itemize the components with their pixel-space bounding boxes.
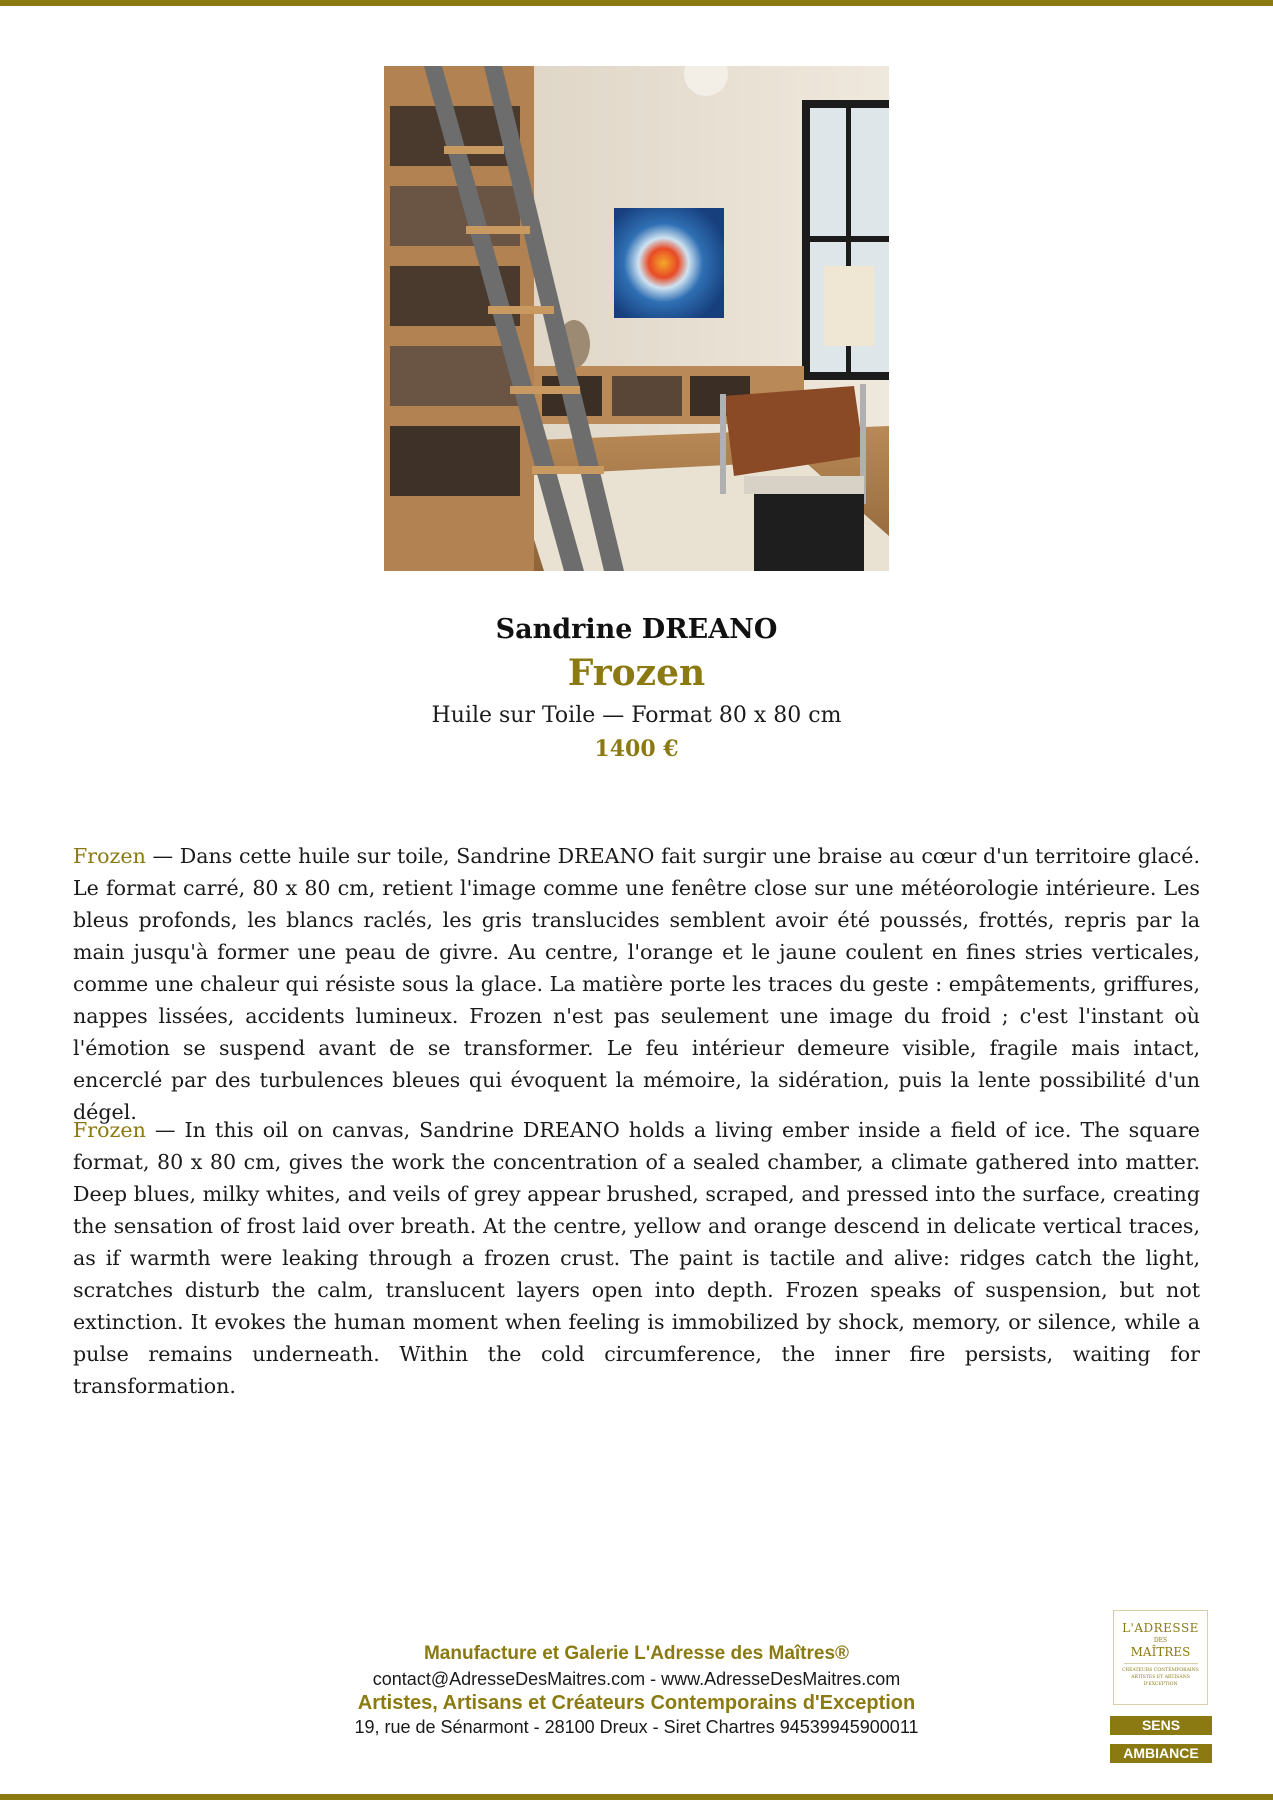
logo-line-2: DES — [1153, 1637, 1168, 1644]
logo-line-3: MAÎTRES — [1130, 1645, 1191, 1659]
footer-contact: contact@AdresseDesMaitres.com - www.AdresseDesMaitres.com — [372, 1669, 901, 1689]
gallery-logo — [1113, 1610, 1208, 1705]
top-rule — [0, 0, 1273, 6]
bottom-rule — [0, 1794, 1273, 1800]
tag-ambiance: AMBIANCE — [1110, 1744, 1212, 1763]
artwork-interior-photo — [384, 66, 889, 571]
artist-name: Sandrine DREANO — [495, 614, 778, 645]
description-english — [73, 1114, 1200, 1402]
description-french-text: — Dans cette huile sur toile, Sandrine DREANO fait surgir une braise au cœur d'un territoire glacé. Le format carré, 80 x 80 cm, retient l'image comme une fenêtre close sur une météorologie intérieure. Les bleus profonds, les blancs raclés, les gris translucides semblent avoir été poussés, frottés, repris par la main jusqu'à former une peau de givre. Au centre, l'orange et le jaune coulent en fines stries verticales, comme une chaleur qui résiste sous la glace. La matière porte les traces du geste : empâtements, griffures, nappes lissées, accidents lumineux. Frozen n'est pas seulement une image du froid ; c'est l'instant où l'émotion se suspend avant de se transformer. Le feu intérieur demeure visible, fragile mais intact, encerclé par des turbulences bleues qui évoquent la mémoire, la sidération, puis la lente possibilité d'un dégel. — [73, 844, 1200, 1124]
description-english-lead: Frozen — [73, 1118, 146, 1142]
description-french — [73, 840, 1200, 1128]
footer-tagline: Artistes, Artisans et Créateurs Contemporains d'Exception — [357, 1692, 916, 1714]
artwork-title: Frozen — [567, 652, 706, 694]
logo-divider — [1124, 1663, 1198, 1664]
logo-line-1: L'ADRESSE — [1122, 1621, 1199, 1635]
artwork-price: 1400 € — [594, 736, 679, 762]
footer-gallery-name: Manufacture et Galerie L'Adresse des Maîtres® — [423, 1643, 850, 1664]
artwork-medium: Huile sur Toile — Format 80 x 80 cm — [431, 703, 842, 728]
description-english-text: — In this oil on canvas, Sandrine DREANO holds a living ember inside a field of ice. The square format, 80 x 80 cm, gives the work the concentration of a sealed chamber, a climate gathered into matter. Deep blues, milky whites, and veils of grey appear brushed, scraped, and pressed into the surface, creating the sensation of frost laid over breath. At the centre, yellow and orange descend in delicate vertical traces, as if warmth were leaking through a frozen crust. The paint is tactile and alive: ridges catch the light, scratches disturb the calm, translucent layers open into depth. Frozen speaks of suspension, but not extinction. It evokes the human moment when feeling is immobilized by shock, memory, or silence, while a pulse remains underneath. Within the cold circumference, the inner fire persists, waiting for transformation. — [73, 1118, 1200, 1398]
footer-address: 19, rue de Sénarmont - 28100 Dreux - Siret Chartres 94539945900011 — [354, 1717, 919, 1737]
description-french-lead: Frozen — [73, 844, 146, 868]
logo-line-4: CRÉATEURS CONTEMPORAINS ARTISTES ET ARTISANS D'EXCEPTION — [1122, 1668, 1199, 1687]
tag-sens: SENS — [1110, 1716, 1212, 1735]
